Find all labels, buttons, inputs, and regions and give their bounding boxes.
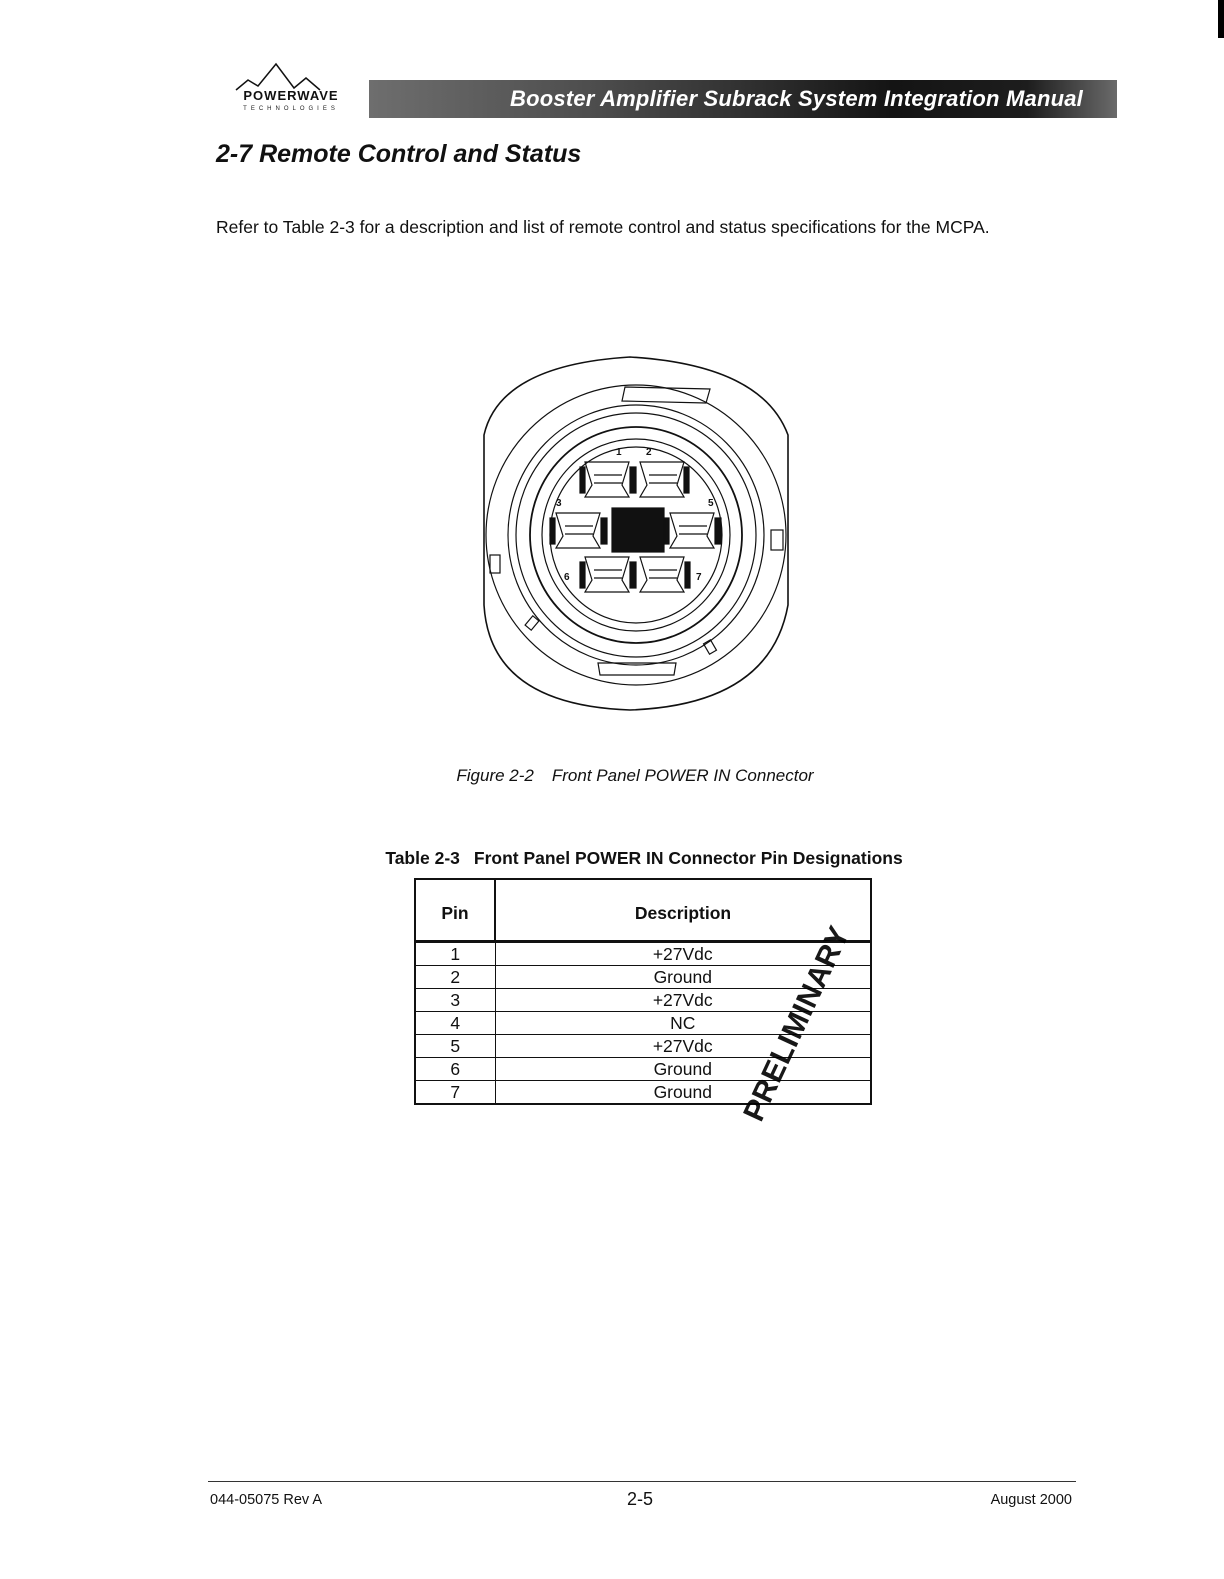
manual-title: Booster Amplifier Subrack System Integration Manual	[510, 86, 1083, 111]
pin-label-5: 5	[708, 498, 714, 509]
description-cell: Ground	[495, 1081, 871, 1105]
figure-caption-text: Front Panel POWER IN Connector	[551, 766, 814, 785]
intro-paragraph: Refer to Table 2-3 for a description and list of remote control and status specifications for the MCPA.	[216, 217, 990, 237]
pin-label-3: 3	[556, 498, 562, 509]
pin-label-6: 6	[564, 572, 570, 583]
pin-cell: 2	[415, 966, 495, 989]
table-number: Table 2-3	[385, 848, 460, 868]
description-cell: +27Vdc	[495, 1035, 871, 1058]
description-column-header: Description	[495, 879, 871, 942]
description-cell: Ground	[495, 966, 871, 989]
table-row	[415, 942, 871, 966]
table-row	[415, 1058, 871, 1081]
description-cell: NC	[495, 1012, 871, 1035]
pin-cell: 3	[415, 989, 495, 1012]
logo-tagline: TECHNOLOGIES	[243, 106, 339, 112]
pin-cell: 7	[415, 1081, 495, 1105]
footer-page-number: 2-5	[627, 1489, 654, 1509]
description-cell: Ground	[495, 1058, 871, 1081]
figure-number: Figure 2-2	[456, 766, 534, 785]
table-header-row	[415, 879, 871, 942]
pin-cell: 1	[415, 942, 495, 966]
powerwave-logo	[226, 62, 358, 120]
preliminary-stamp: PRELIMINARY	[737, 921, 857, 1127]
table-row	[415, 1081, 871, 1105]
pin-cell: 5	[415, 1035, 495, 1058]
description-cell: +27Vdc	[495, 989, 871, 1012]
pin-column-header: Pin	[415, 879, 495, 942]
footer-doc-number: 044-05075 Rev A	[210, 1492, 323, 1508]
connector-diagram	[470, 345, 810, 725]
pin-cell: 6	[415, 1058, 495, 1081]
footer-divider	[208, 1481, 1076, 1482]
header-bar	[369, 80, 1117, 118]
pin-label-2: 2	[646, 447, 652, 458]
section-title: 2-7 Remote Control and Status	[216, 140, 582, 168]
figure-caption	[0, 766, 1224, 786]
logo-wordmark: POWERWAVE	[243, 88, 339, 103]
description-cell: +27Vdc	[495, 942, 871, 966]
table-caption	[0, 848, 1224, 869]
table-title: Front Panel POWER IN Connector Pin Designations	[473, 848, 903, 868]
pin-label-7: 7	[696, 572, 702, 583]
pin-label-1: 1	[616, 447, 622, 458]
scan-edge-mark	[1218, 0, 1224, 38]
pin-cell: 4	[415, 1012, 495, 1035]
footer-date: August 2000	[990, 1492, 1072, 1508]
